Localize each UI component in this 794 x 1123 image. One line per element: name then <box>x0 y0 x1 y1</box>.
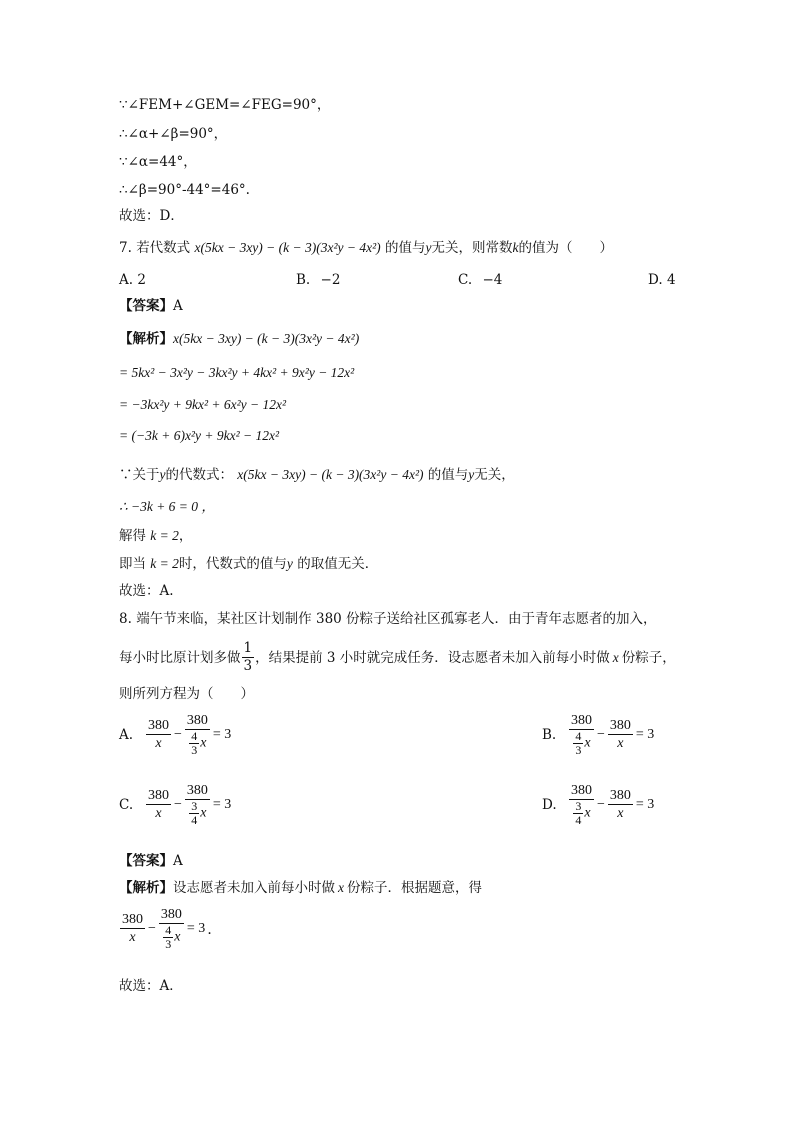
q7-solve-prefix: 解得 <box>119 528 146 544</box>
q8-an-frac-1 <box>120 911 145 946</box>
q8-d-den-2: x <box>617 806 624 821</box>
q7-conclusion <box>119 554 378 574</box>
q8-option-a-label: A. <box>119 726 134 743</box>
q8-analysis-label: 【解析】 <box>119 880 173 896</box>
q8-c-minus: − <box>174 796 182 812</box>
q8-analysis-equation-expr <box>119 906 221 951</box>
q8-option-a <box>119 712 233 757</box>
q7-answer-value: A <box>173 298 183 314</box>
q8-c-num-2: 380 <box>186 783 208 798</box>
q8-d-frac-1 <box>569 782 594 827</box>
q8-stem-text-2a: 每小时比原计划多做 <box>119 649 241 666</box>
q7-option-a <box>119 270 146 290</box>
q8-b-inner-x: x <box>584 735 591 751</box>
q8-b-minus: − <box>597 726 605 742</box>
q8-a-frac-2 <box>185 712 210 757</box>
q7-option-d-value: 4 <box>666 272 676 288</box>
q7-option-b-label: B. <box>296 272 311 288</box>
q8-stem-line-3: 则所列方程为（ ） <box>119 686 254 702</box>
q7-therefore: ∴ −3k + 6 = 0 ， <box>119 499 215 514</box>
q7-conclude-mid: 时，代数式的值与 <box>178 556 287 572</box>
q8-d-minus: − <box>597 796 605 812</box>
q7-reason-var-2: y <box>468 467 475 482</box>
prev-solution-line-4: ∴∠β=90°-44°=46°. <box>119 182 250 198</box>
prev-solution-line-2: ∴∠α+∠β=90°， <box>119 126 228 142</box>
q8-an-inner-den: 3 <box>165 937 172 951</box>
prev-solution-line-1: ∵∠FEM+∠GEM=∠FEG=90°， <box>119 97 331 113</box>
q8-c-inner-den: 4 <box>191 813 198 827</box>
q7-option-d <box>648 270 676 290</box>
q8-c-frac-2 <box>185 782 210 827</box>
q7-option-a-label: A. <box>119 272 134 288</box>
q8-an-equals: = 3 <box>186 920 206 936</box>
q7-conclude-var: y <box>286 556 293 571</box>
q7-option-b <box>296 270 340 290</box>
q8-analysis-text-b: 份粽子．根据题意，得 <box>347 880 482 896</box>
q7-analysis-header <box>119 329 359 349</box>
q8-b-equals: = 3 <box>635 726 655 742</box>
q7-stem-prefix: 若代数式 <box>136 240 191 256</box>
q8-d-den-1 <box>569 800 594 827</box>
q8-fraction-denominator: 3 <box>243 658 253 674</box>
q8-an-inner-x: x <box>174 929 181 945</box>
q8-fraction-numerator: 1 <box>243 640 253 656</box>
q7-stem <box>119 238 613 258</box>
q7-option-d-label: D. <box>648 272 663 288</box>
q8-option-d-equation <box>568 782 656 827</box>
q8-analysis-text-a: 设志愿者未加入前每小时做 <box>173 880 335 896</box>
q7-reason-end: 的值与 <box>427 467 469 483</box>
q7-step-2: = −3kx²y + 9kx² + 6x²y − 12x² <box>119 397 287 412</box>
q7-solve-eq: k = 2 <box>150 528 179 543</box>
q8-option-c-label: C. <box>119 796 134 813</box>
q8-c-inner-num: 3 <box>191 799 198 813</box>
q8-a-den-2 <box>185 730 210 757</box>
q7-conclude-prefix: 即当 <box>119 556 146 572</box>
q7-answer-label: 【答案】 <box>119 298 173 314</box>
q7-var-y: y <box>425 240 432 255</box>
q7-reason-mid: 的代数式： <box>165 467 233 483</box>
q8-var-x: x <box>612 649 619 665</box>
q7-var-k: k <box>512 240 519 255</box>
q8-analysis-var-x: x <box>338 880 344 895</box>
q8-stem-line-2 <box>119 640 676 675</box>
q8-an-frac-2 <box>159 906 184 951</box>
q7-analysis-label: 【解析】 <box>119 331 173 347</box>
q7-conclude-eq: k = 2 <box>150 556 179 571</box>
q7-stem-end: 的值为（ ） <box>518 240 613 256</box>
q8-a-den-1: x <box>155 736 162 751</box>
q8-d-inner-num: 3 <box>575 799 582 813</box>
q8-c-den-1: x <box>155 806 162 821</box>
q7-step-1: = 5kx² − 3x²y − 3kx²y + 4kx² + 9x²y − 12x² <box>119 365 355 380</box>
q7-stem-mid: 的值与 <box>384 240 426 256</box>
q7-answer <box>119 296 183 316</box>
q8-stem-text-1: 端午节来临，某社区计划制作 380 份粽子送给社区孤寡老人．由于青年志愿者的加入， <box>136 611 657 627</box>
q8-a-minus: − <box>174 726 182 742</box>
q8-option-d <box>542 782 656 827</box>
q8-answer-label: 【答案】 <box>119 853 173 869</box>
q7-option-c-label: C. <box>458 272 473 288</box>
q8-b-den-2: x <box>617 736 624 751</box>
q7-reason-end-2: 无关， <box>474 467 515 483</box>
q7-conclude-end: 的取值无关． <box>297 556 379 572</box>
q8-b-inner-den: 3 <box>575 743 582 757</box>
prev-solution-line-3: ∵∠α=44°， <box>119 154 197 170</box>
q8-c-equals: = 3 <box>212 796 232 812</box>
q8-c-frac-1 <box>146 787 171 822</box>
q8-an-num-2: 380 <box>160 907 182 922</box>
q8-d-frac-2 <box>608 787 633 822</box>
q7-option-c <box>458 270 502 290</box>
q8-a-inner-den: 3 <box>191 743 198 757</box>
q8-number: 8. <box>119 611 132 627</box>
q8-stem-line-1 <box>119 609 657 629</box>
q8-d-num-1: 380 <box>571 783 592 798</box>
q7-option-c-value: −4 <box>482 272 503 288</box>
q8-a-num-2: 380 <box>186 713 208 728</box>
q8-an-period: ． <box>207 922 222 938</box>
q8-stem-text-2c: 份粽子， <box>621 649 676 666</box>
q8-answer <box>119 851 183 871</box>
q8-an-minus: − <box>148 920 156 936</box>
q7-option-b-value: −2 <box>320 272 341 288</box>
q8-stem-text-2b: ，结果提前 3 小时就完成任务．设志愿者未加入前每小时做 <box>255 649 610 666</box>
prev-solution-choice: 故选：D． <box>119 208 184 224</box>
q8-option-c-equation <box>145 782 233 827</box>
q8-an-inner-num: 4 <box>165 923 172 937</box>
q8-b-num-1: 380 <box>571 713 592 728</box>
q8-analysis-equation <box>119 906 221 951</box>
q8-an-num-1: 380 <box>122 912 143 927</box>
q8-b-frac-1 <box>569 712 594 757</box>
q8-d-inner-den: 4 <box>575 813 582 827</box>
q8-option-b-equation <box>568 712 656 757</box>
q7-solve-suffix: ， <box>178 528 193 544</box>
q8-a-inner-num: 4 <box>191 729 198 743</box>
q7-step-3: = (−3k + 6)x²y + 9kx² − 12x² <box>119 428 280 443</box>
q8-c-num-1: 380 <box>148 788 169 803</box>
q7-stem-suffix: 无关，则常数 <box>431 240 513 256</box>
q8-b-inner-num: 4 <box>575 729 582 743</box>
q7-choice: 故选：A. <box>119 583 174 599</box>
q8-an-den-2 <box>159 924 184 951</box>
q8-c-den-2 <box>185 800 210 827</box>
q7-option-a-value: 2 <box>137 272 146 288</box>
q8-a-equals: = 3 <box>212 726 232 742</box>
q8-answer-value: A <box>173 853 183 869</box>
q8-b-num-2: 380 <box>609 718 631 733</box>
q7-reason-var: y <box>159 467 166 482</box>
q8-choice: 故选：A． <box>119 978 183 994</box>
q8-option-a-equation <box>145 712 233 757</box>
q7-expression: x(5kx − 3xy) − (k − 3)(3x²y − 4x²) <box>194 240 381 255</box>
q8-analysis <box>119 878 482 898</box>
q7-solve <box>119 526 192 546</box>
q8-option-d-label: D. <box>542 796 557 813</box>
q7-number: 7. <box>119 240 132 256</box>
q7-reason-expression: x(5kx − 3xy) − (k − 3)(3x²y − 4x²) <box>237 467 424 482</box>
q8-a-frac-1 <box>146 717 171 752</box>
q8-fraction-one-third <box>242 640 255 675</box>
q8-b-den-1 <box>569 730 594 757</box>
q7-reason-prefix: ∵关于 <box>119 467 160 483</box>
q8-d-num-2: 380 <box>609 788 631 803</box>
q7-analysis-expression: x(5kx − 3xy) − (k − 3)(3x²y − 4x²) <box>173 331 360 346</box>
q8-d-equals: = 3 <box>635 796 655 812</box>
q7-reason <box>119 465 515 485</box>
q8-a-num-1: 380 <box>148 718 169 733</box>
q8-option-c <box>119 782 233 827</box>
q8-c-inner-x: x <box>200 805 207 821</box>
q8-d-inner-x: x <box>584 805 591 821</box>
q8-a-inner-x: x <box>200 735 207 751</box>
q8-an-den-1: x <box>129 930 136 945</box>
q8-option-b-label: B. <box>542 726 557 743</box>
q8-option-b <box>542 712 656 757</box>
q8-b-frac-2 <box>608 717 633 752</box>
